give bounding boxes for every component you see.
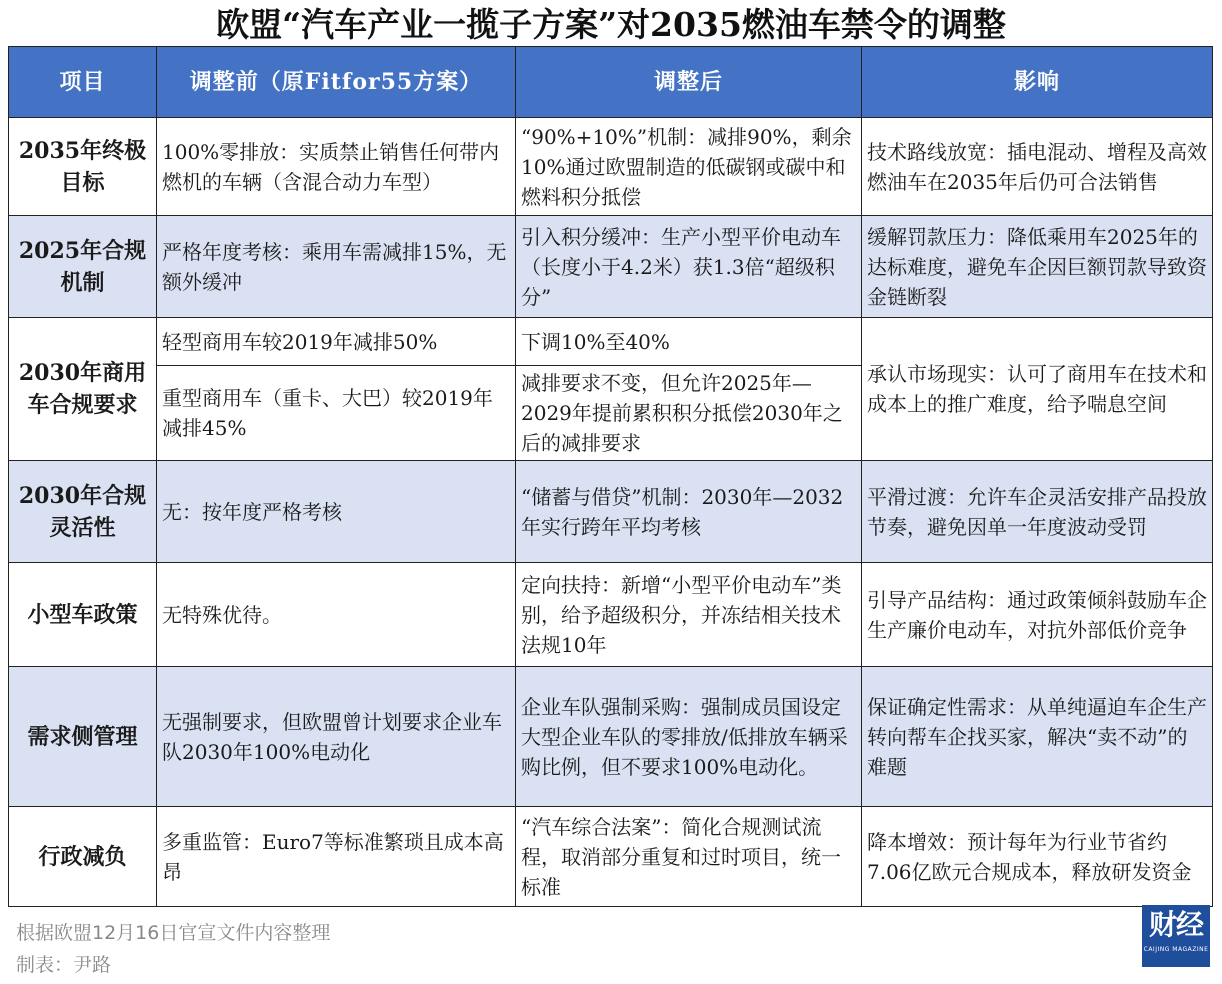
table-row [9, 461, 1213, 563]
cell-after: “汽车综合法案”：简化合规测试流程，取消部分重复和过时项目，统一标准 [516, 807, 862, 907]
cell-before: 重型商用车（重卡、大巴）较2019年减排45% [157, 366, 516, 461]
cell-impact: 降本增效：预计每年为行业节省约7.06亿欧元合规成本，释放研发资金 [862, 807, 1213, 907]
cell-impact: 保证确定性需求：从单纯逼迫车企生产转向帮车企找买家，解决“卖不动”的难题 [862, 667, 1213, 807]
logo-subtext: CAIJING MAGAZINE [1143, 946, 1209, 953]
table-row [9, 667, 1213, 807]
source-note: 根据欧盟12月16日官宣文件内容整理 [16, 922, 331, 944]
cell-after: 下调10%至40% [516, 318, 862, 366]
header-before: 调整前（原Fitfor55方案） [157, 47, 516, 118]
table-row [9, 318, 1213, 366]
cell-impact: 技术路线放宽：插电混动、增程及高效燃油车在2035年后仍可合法销售 [862, 118, 1213, 216]
cell-after: 引入积分缓冲：生产小型平价电动车（长度小于4.2米）获1.3倍“超级积分” [516, 216, 862, 318]
row-label: 行政减负 [9, 807, 157, 907]
author-note: 制表：尹路 [16, 954, 112, 976]
cell-impact: 承认市场现实：认可了商用车在技术和成本上的推广难度，给予喘息空间 [862, 318, 1213, 461]
header-after: 调整后 [516, 47, 862, 118]
cell-after: 定向扶持：新增“小型平价电动车”类别，给予超级积分，并冻结相关技术法规10年 [516, 563, 862, 667]
row-label: 2035年终极目标 [9, 118, 157, 216]
caijing-logo [1142, 905, 1210, 967]
cell-before: 无特殊优待。 [157, 563, 516, 667]
cell-impact: 引导产品结构：通过政策倾斜鼓励车企生产廉价电动车，对抗外部低价竞争 [862, 563, 1213, 667]
table-row [9, 807, 1213, 907]
cell-before: 无强制要求，但欧盟曾计划要求企业车队2030年100%电动化 [157, 667, 516, 807]
row-label: 小型车政策 [9, 563, 157, 667]
header-impact: 影响 [862, 47, 1213, 118]
table-header-row [9, 47, 1213, 118]
cell-impact: 缓解罚款压力：降低乘用车2025年的达标难度，避免车企因巨额罚款导致资金链断裂 [862, 216, 1213, 318]
table-row [9, 563, 1213, 667]
cell-before: 无：按年度严格考核 [157, 461, 516, 563]
row-label: 2030年商用车合规要求 [9, 318, 157, 461]
cell-before: 严格年度考核：乘用车需减排15%，无额外缓冲 [157, 216, 516, 318]
header-item: 项目 [9, 47, 157, 118]
row-label: 2030年合规灵活性 [9, 461, 157, 563]
cell-before: 100%零排放：实质禁止销售任何带内燃机的车辆（含混合动力车型） [157, 118, 516, 216]
cell-before: 多重监管：Euro7等标准繁琐且成本高昂 [157, 807, 516, 907]
cell-after: 减排要求不变，但允许2025年—2029年提前累积积分抵偿2030年之后的减排要求 [516, 366, 862, 461]
cell-before: 轻型商用车较2019年减排50% [157, 318, 516, 366]
cell-after: “储蓄与借贷”机制：2030年—2032年实行跨年平均考核 [516, 461, 862, 563]
cell-impact: 平滑过渡：允许车企灵活安排产品投放节奏，避免因单一年度波动受罚 [862, 461, 1213, 563]
row-label: 2025年合规机制 [9, 216, 157, 318]
table-row [9, 216, 1213, 318]
comparison-table [8, 46, 1213, 907]
table-row [9, 118, 1213, 216]
cell-after: 企业车队强制采购：强制成员国设定大型企业车队的零排放/低排放车辆采购比例，但不要求100%电动化。 [516, 667, 862, 807]
cell-after: “90%+10%”机制：减排90%，剩余10%通过欧盟制造的低碳钢或碳中和燃料积分抵偿 [516, 118, 862, 216]
row-label: 需求侧管理 [9, 667, 157, 807]
logo-text: 财经 [1148, 908, 1203, 941]
page-title: 欧盟“汽车产业一揽子方案”对2035燃油车禁令的调整 [216, 5, 1006, 44]
